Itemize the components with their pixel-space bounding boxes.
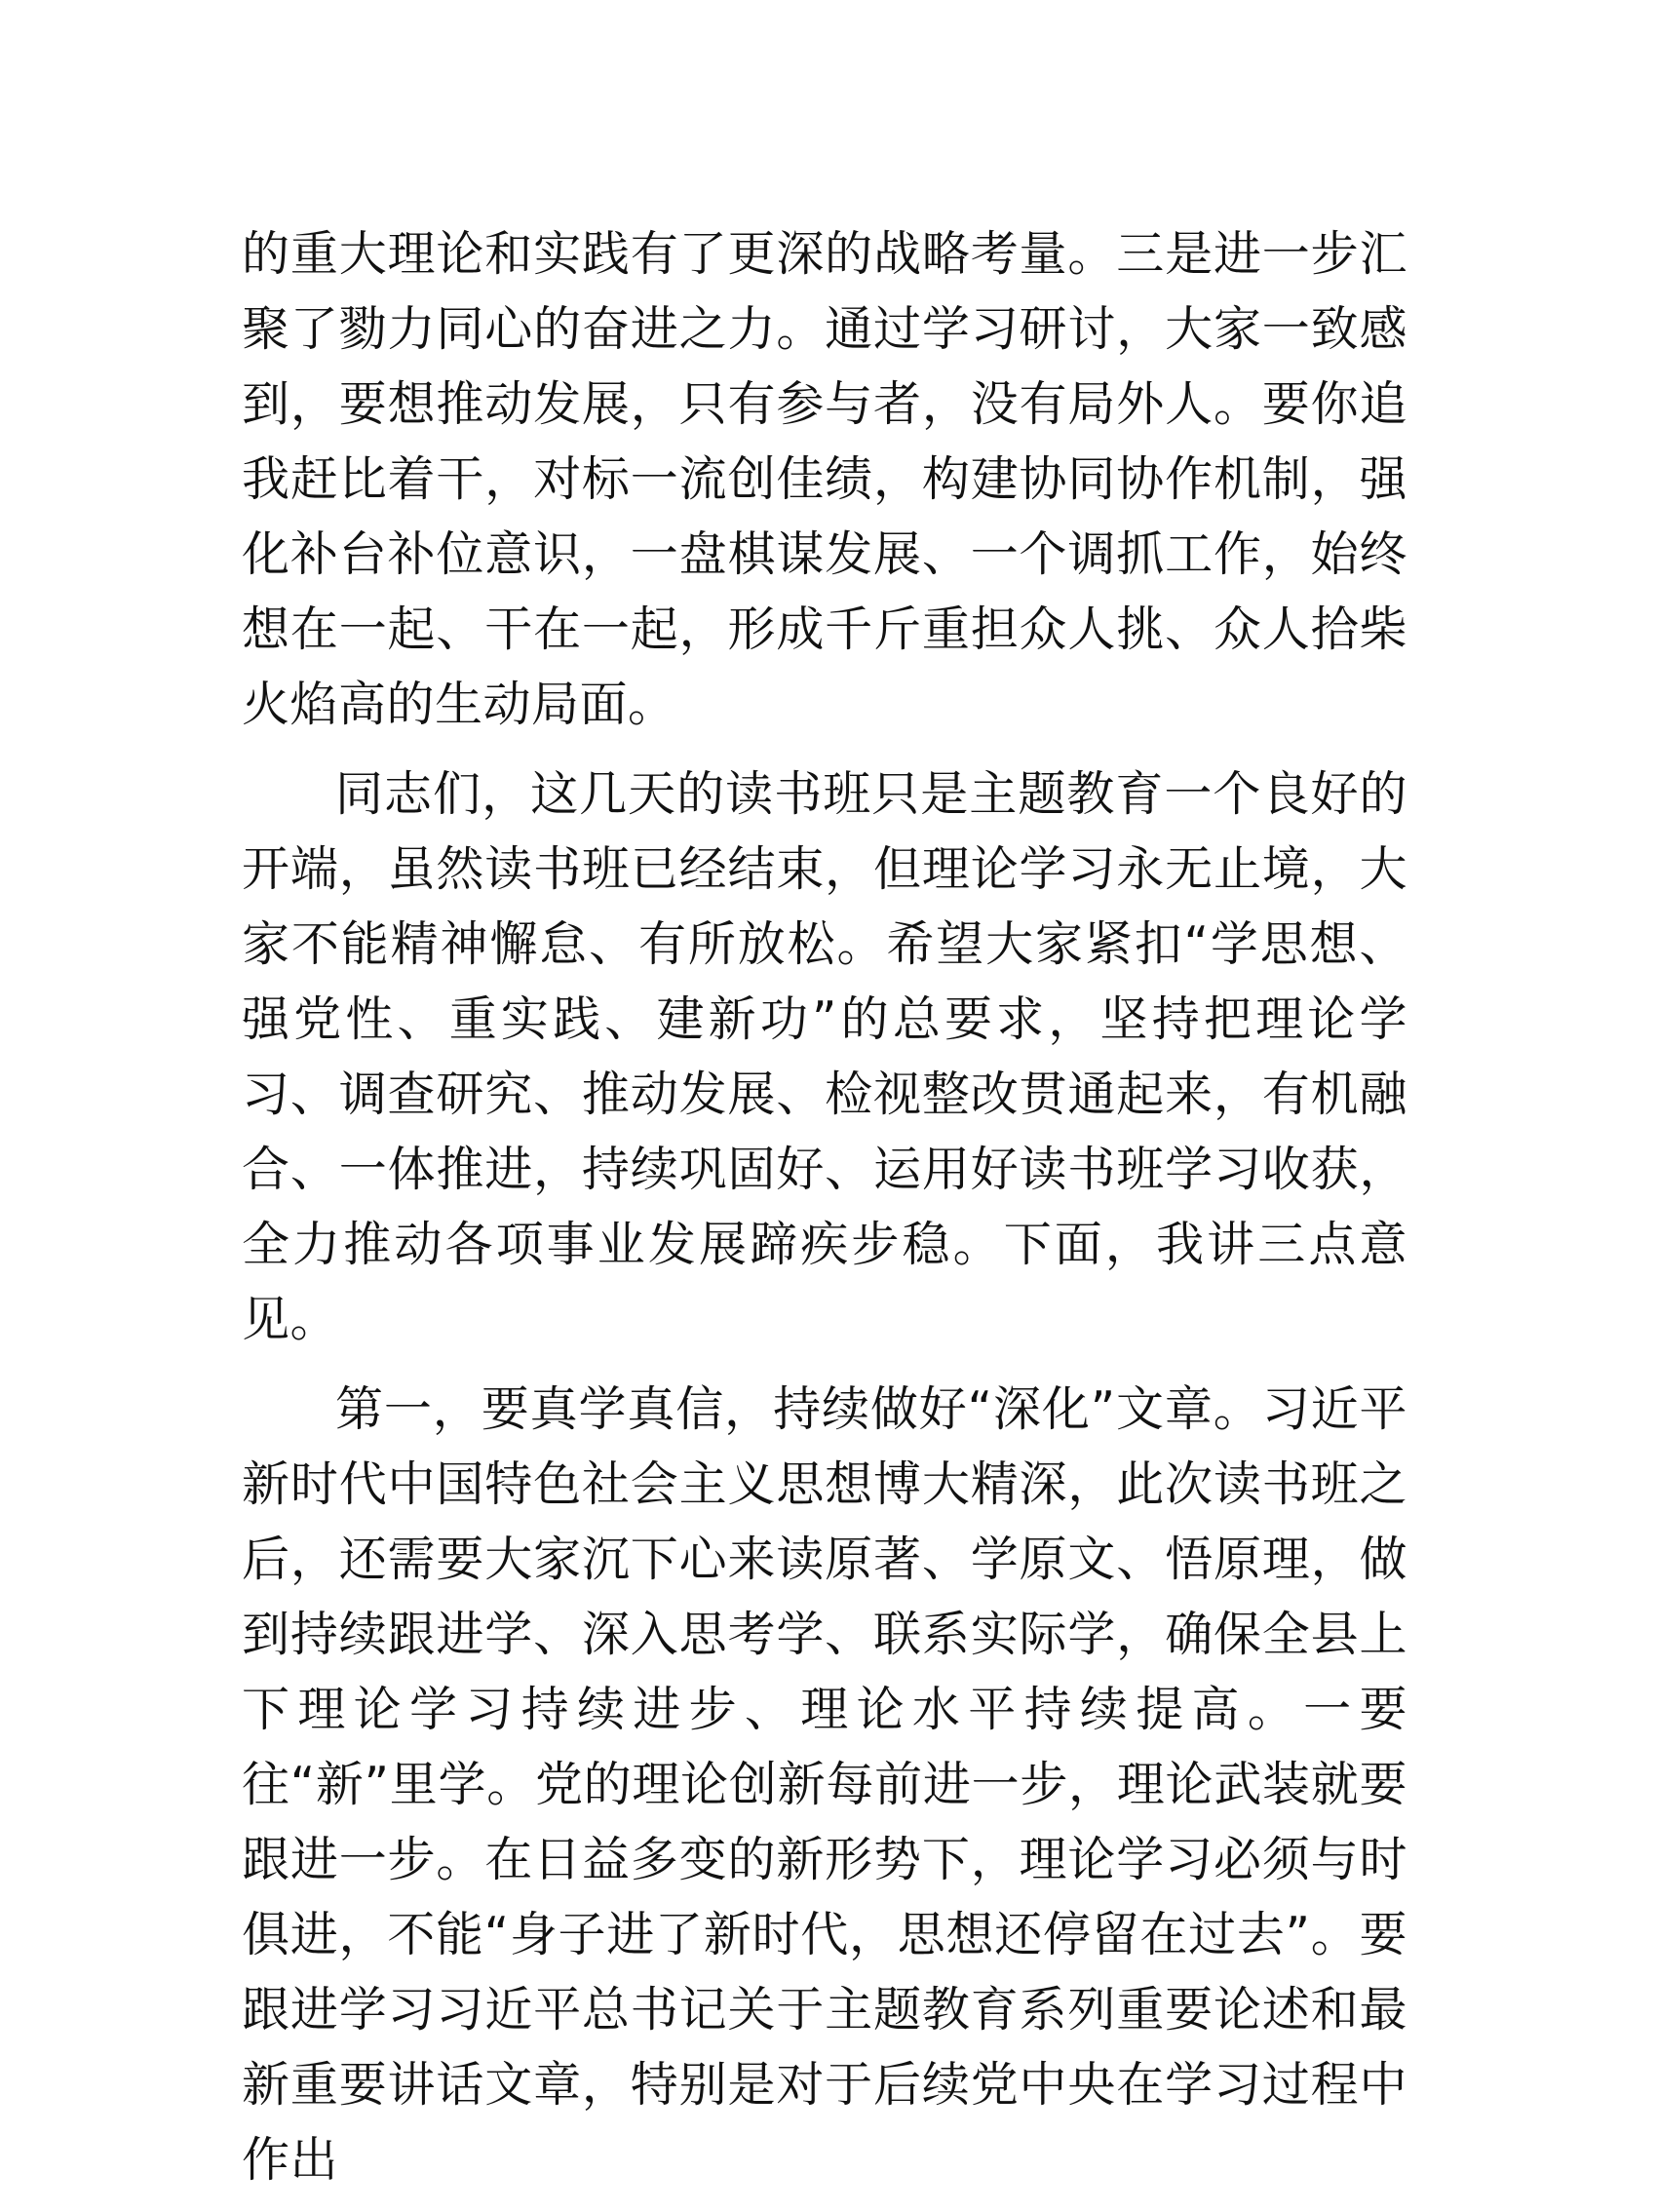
paragraph-comrades: 同志们，这几天的读书班只是主题教育一个良好的开端，虽然读书班已经结束，但理论学习永无止境，大家不能精神懈怠、有所放松。希望大家紧扣“学思想、强党性、重实践、建新功”的总要求，坚持把理论学习、调查研究、推动发展、检视整改贯通起来，有机融合、一体推进，持续巩固好、运用好读书班学习收获，全力推动各项事业发展蹄疾步稳。下面，我讲三点意见。 bbox=[242, 766, 1407, 1347]
document-page bbox=[242, 216, 1407, 2212]
paragraph-first-point: 第一，要真学真信，持续做好“深化”文章。习近平新时代中国特色社会主义思想博大精深，此次读书班之后，还需要大家沉下心来读原著、学原文、悟原理，做到持续跟进学、深入思考学、联系实际学，确保全县上下理论学习持续进步、理论水平持续提高。一要往“新”里学。党的理论创新每前进一步，理论武装就要跟进一步。在日益多变的新形势下，理论学习必须与时俱进，不能“身子进了新时代，思想还停留在过去”。要跟进学习习近平总书记关于主题教育系列重要论述和最新重要讲话文章，特别是对于后续党中央在学习过程中作出 bbox=[242, 1381, 1407, 2188]
paragraph-continuation: 的重大理论和实践有了更深的战略考量。三是进一步汇聚了勠力同心的奋进之力。通过学习研讨，大家一致感到，要想推动发展，只有参与者，没有局外人。要你追我赶比着干，对标一流创佳绩，构建协同协作机制，强化补台补位意识，一盘棋谋发展、一个调抓工作，始终想在一起、干在一起，形成千斤重担众人挑、众人拾柴火焰高的生动局面。 bbox=[242, 226, 1407, 732]
